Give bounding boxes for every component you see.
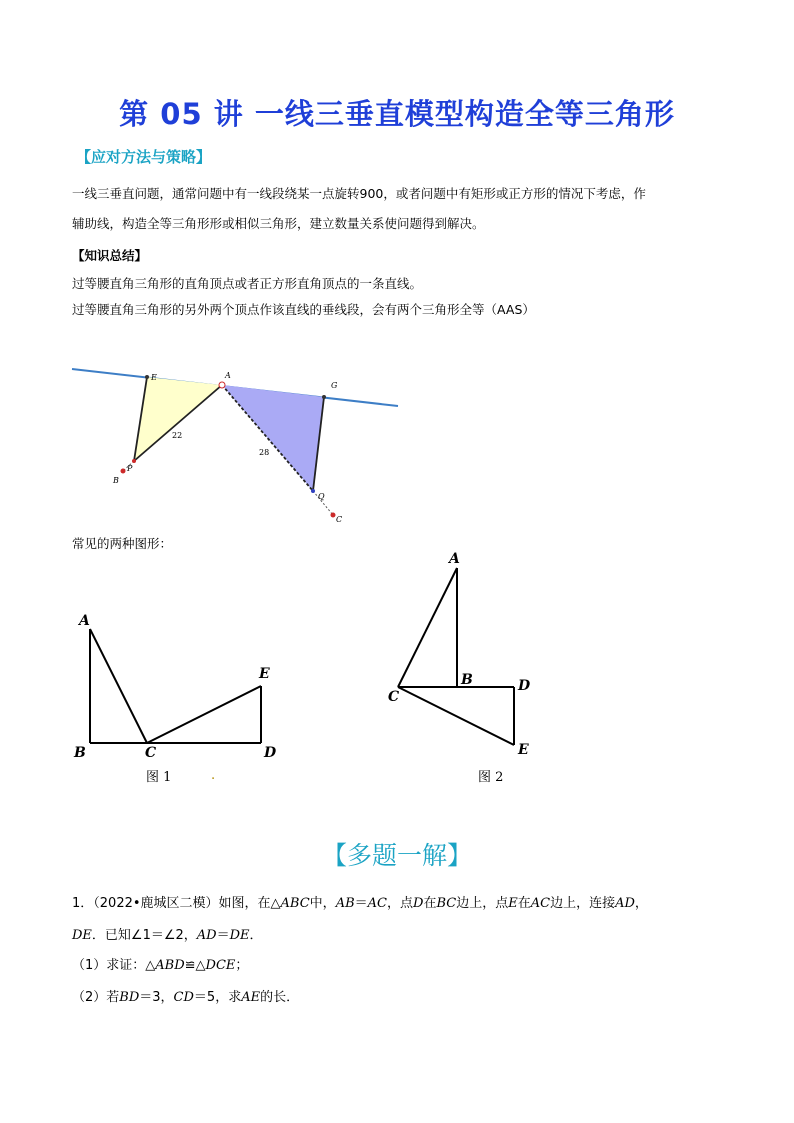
knowledge-line-2: 过等腰直角三角形的另外两个顶点作该直线的垂线段，会有两个三角形全等（AAS） [72,302,535,317]
label-g: G [331,381,338,390]
fig2-label-e: E [518,742,529,758]
fig2-ac [398,568,457,687]
label-b: B [113,476,119,485]
common-figures-label: 常见的两种图形： [72,536,173,551]
fig1-label-a: A [79,613,90,629]
page-title: 第 05 讲 一线三垂直模型构造全等三角形 [119,97,675,131]
fig1-label-c: C [145,745,157,761]
label-q: Q [318,492,325,501]
problem-1-question-2: （2）若BD＝3，CD＝5，求AE的长． [72,990,300,1005]
section-heading-strategy: 【应对方法与策略】 [76,148,212,166]
figure-1-caption: 图 1 [146,770,172,785]
problem-1-line-2: DE．已知∠1＝∠2，AD＝DE． [72,928,263,943]
problem-number: 1． [72,896,94,911]
figure-1-dot: . [211,768,216,783]
fig1-label-e: E [259,666,270,682]
knowledge-line-1: 过等腰直角三角形的直角顶点或者正方形直角顶点的一条直线。 [72,276,423,291]
knowledge-heading: 【知识总结】 [72,248,148,263]
problem-1-question-1: （1）求证：△ABD≌△DCE； [72,958,249,973]
fig1-label-b: B [74,745,86,761]
fig2-ce [398,687,514,745]
measure-left: 22 [172,431,183,440]
problem-1-line-1: 1．（2022•鹿城区二模）如图，在△ABC中，AB＝AC，点D在BC边上，点E在AC边上，连接AD， [72,896,648,911]
label-p: P [127,464,133,473]
fig2-label-a: A [449,551,460,567]
figure-2-caption: 图 2 [478,770,504,785]
label-e: E [151,373,157,382]
fig1-label-d: D [264,745,277,761]
fig2-label-c: C [388,689,400,705]
banner-multi-solution: 【多题一解】 [321,841,472,870]
label-c: C [336,515,343,524]
intro-line-2: 辅助线，构造全等三角形形或相似三角形，建立数量关系使问题得到解决。 [72,216,485,231]
intro-line-1: 一线三垂直问题，通常问题中有一线段绕某一点旋转900，或者问题中有矩形或正方形的情况下考虑，作 [72,186,646,201]
fig2-label-d: D [518,678,531,694]
fig2-label-b: B [461,672,473,688]
label-a: A [225,371,231,380]
measure-right: 28 [259,448,270,457]
